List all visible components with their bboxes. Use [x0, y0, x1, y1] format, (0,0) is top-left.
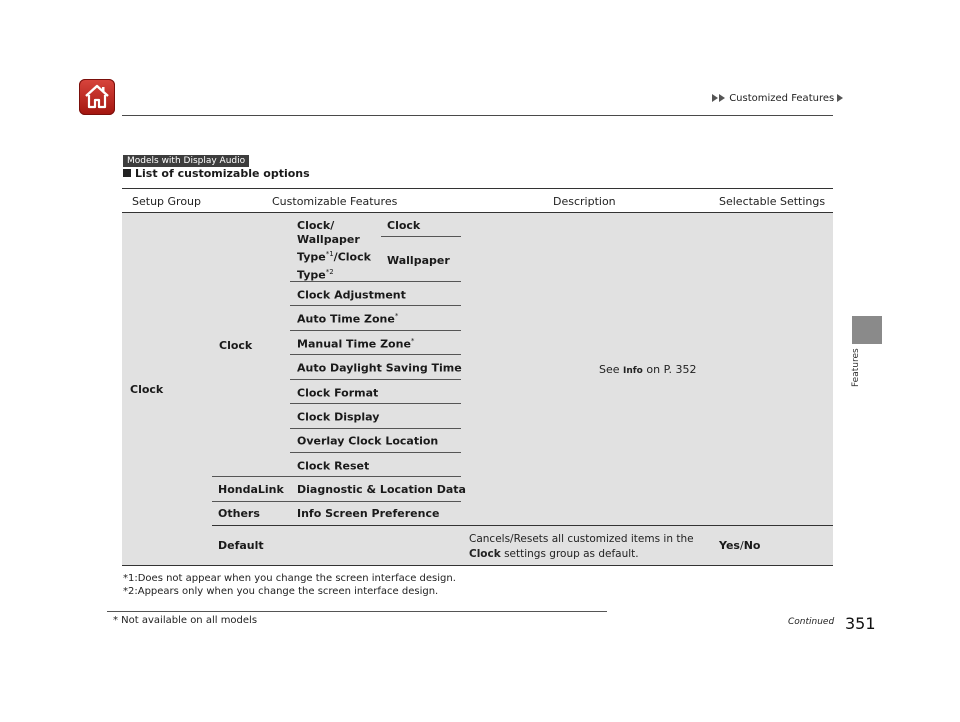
- cw-clock-text: /Clock: [333, 250, 371, 264]
- footnote-2: *2:Appears only when you change the screen interface design.: [123, 586, 439, 597]
- default-top-rule: [212, 525, 833, 526]
- column-header-features: Customizable Features: [272, 195, 398, 208]
- chapter-tab[interactable]: [852, 316, 882, 344]
- default-desc-line1: Cancels/Resets all customized items in the: [469, 533, 694, 545]
- breadcrumb-label: Customized Features: [729, 93, 835, 104]
- cw-type2-text: Type: [297, 268, 326, 282]
- divider: [290, 354, 461, 355]
- column-header-description: Description: [553, 195, 616, 208]
- setup-group-clock: Clock: [130, 383, 164, 396]
- feature-label: Manual Time Zone: [297, 337, 411, 351]
- info-link[interactable]: Info: [623, 366, 643, 376]
- divider: [290, 379, 461, 380]
- square-bullet-icon: [123, 169, 131, 177]
- table-bottom-rule: [122, 565, 833, 566]
- feature-info-screen-preference[interactable]: Info Screen Preference: [297, 507, 440, 520]
- sub-feature-clock[interactable]: Clock: [387, 219, 421, 232]
- desc-prefix: See: [599, 363, 624, 376]
- feature-label: Clock Display: [297, 410, 380, 424]
- divider: [212, 501, 461, 502]
- setting-yes[interactable]: Yes: [719, 539, 740, 552]
- footnote-1: *1:Does not appear when you change the screen interface design.: [123, 573, 456, 584]
- default-desc-text: settings group as default.: [500, 548, 639, 560]
- setting-no[interactable]: No: [743, 539, 761, 552]
- description-reference: [599, 363, 696, 376]
- setting-sep: /: [739, 539, 744, 552]
- cw-line4: [297, 265, 371, 283]
- not-available-note: * Not available on all models: [113, 615, 258, 626]
- feature-row[interactable]: [297, 288, 406, 302]
- feature-label: Auto Time Zone: [297, 312, 395, 326]
- cw-sup1: *1: [325, 250, 334, 258]
- group-hondalink: HondaLink: [218, 483, 284, 496]
- feature-label: Clock Format: [297, 386, 379, 400]
- divider: [290, 452, 461, 453]
- feature-row[interactable]: [297, 312, 398, 326]
- chevron-right-icon: [712, 94, 718, 102]
- desc-suffix: on P. 352: [642, 363, 697, 376]
- group-clock-label: Clock: [219, 339, 253, 352]
- cw-line3: [297, 247, 371, 265]
- feature-row[interactable]: [297, 459, 369, 473]
- feature-row[interactable]: [297, 361, 462, 375]
- home-icon: [84, 83, 110, 110]
- feature-clock-wallpaper-type[interactable]: [297, 219, 371, 282]
- divider: [381, 236, 461, 237]
- feature-label: Clock Adjustment: [297, 288, 406, 302]
- feature-label: Clock Reset: [297, 459, 370, 473]
- page-number: 351: [845, 614, 876, 633]
- column-header-settings: Selectable Settings: [719, 195, 826, 208]
- feature-label: Overlay Clock Location: [297, 434, 439, 448]
- feature-diagnostic-location[interactable]: Diagnostic & Location Data: [297, 483, 466, 496]
- chapter-label: Features: [851, 348, 861, 387]
- table-top-rule: [122, 188, 833, 189]
- section-title-text: List of customizable options: [135, 167, 310, 180]
- sub-feature-wallpaper[interactable]: Wallpaper: [387, 254, 450, 267]
- chevron-right-icon: [837, 94, 843, 102]
- cw-sup2: *2: [325, 267, 334, 276]
- feature-row[interactable]: [297, 410, 379, 424]
- divider: [290, 305, 461, 306]
- divider: [290, 330, 461, 331]
- cw-type-text: Type: [297, 250, 326, 264]
- header-rule: [122, 115, 833, 116]
- group-others: Others: [218, 507, 260, 520]
- section-title: [123, 167, 310, 180]
- cw-line2: Wallpaper: [297, 233, 360, 246]
- divider: [290, 281, 461, 282]
- default-settings: [719, 539, 760, 552]
- breadcrumb[interactable]: [712, 93, 844, 104]
- feature-row[interactable]: [297, 434, 438, 448]
- divider: [290, 403, 461, 404]
- models-badge: Models with Display Audio: [123, 155, 249, 167]
- continued-label: Continued: [788, 617, 835, 627]
- divider: [212, 476, 461, 477]
- default-label[interactable]: Default: [218, 539, 264, 552]
- chevron-right-icon: [719, 94, 725, 102]
- feature-star: *: [394, 312, 399, 320]
- default-desc-line2: [469, 547, 694, 562]
- footer-rule: [107, 611, 607, 612]
- feature-row[interactable]: [297, 386, 378, 400]
- column-header-setup-group: Setup Group: [132, 195, 202, 208]
- feature-star: *: [410, 337, 415, 345]
- divider: [290, 428, 461, 429]
- home-button[interactable]: [79, 79, 115, 115]
- feature-row[interactable]: [297, 337, 414, 351]
- cw-line1: Clock/: [297, 219, 335, 232]
- default-description: [469, 532, 694, 562]
- feature-label: Auto Daylight Saving Time: [297, 361, 462, 375]
- default-desc-bold: Clock: [469, 548, 501, 560]
